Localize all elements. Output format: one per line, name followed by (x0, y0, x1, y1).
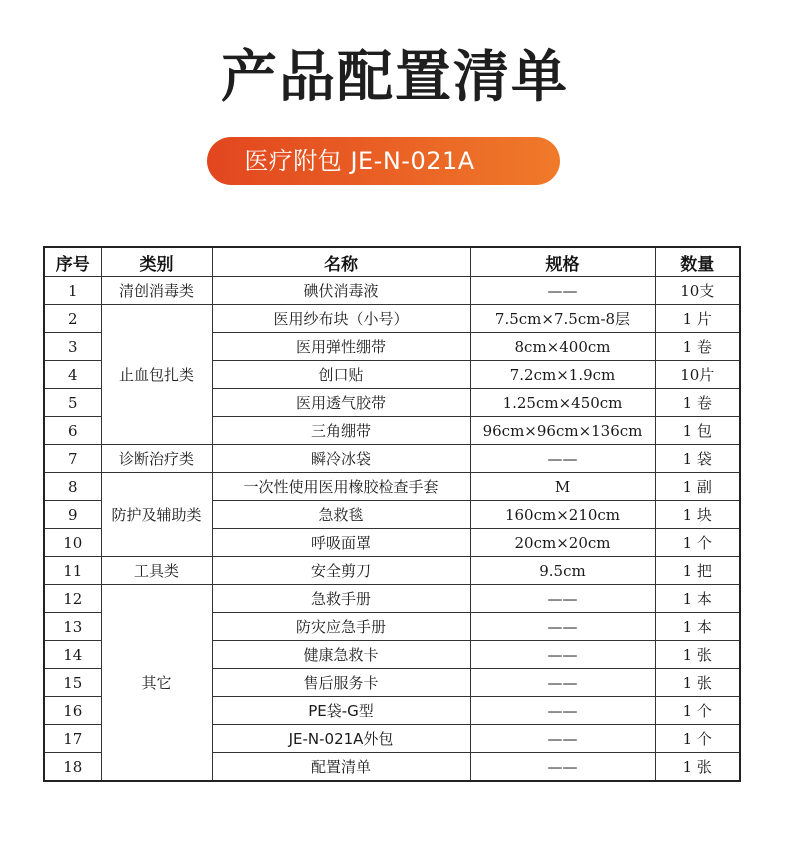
item-quantity: 1 张 (655, 641, 740, 669)
item-name: 健康急救卡 (212, 641, 470, 669)
row-number: 11 (44, 557, 101, 585)
item-spec: 20cm×20cm (470, 529, 655, 557)
item-name: 医用纱布块（小号） (212, 305, 470, 333)
item-quantity: 1 张 (655, 753, 740, 782)
item-name: 呼吸面罩 (212, 529, 470, 557)
item-quantity: 10片 (655, 361, 740, 389)
row-number: 5 (44, 389, 101, 417)
item-name: 创口贴 (212, 361, 470, 389)
table-row (44, 557, 740, 585)
item-spec: —— (470, 277, 655, 305)
item-quantity: 1 张 (655, 669, 740, 697)
item-quantity: 1 袋 (655, 445, 740, 473)
category-cell: 防护及辅助类 (101, 473, 212, 557)
item-quantity: 1 本 (655, 613, 740, 641)
item-name: 碘伏消毒液 (212, 277, 470, 305)
row-number: 14 (44, 641, 101, 669)
header-no: 序号 (44, 247, 101, 277)
table-row (44, 277, 740, 305)
row-number: 8 (44, 473, 101, 501)
table-row (44, 445, 740, 473)
table-header-row (44, 247, 740, 277)
item-spec: 8cm×400cm (470, 333, 655, 361)
item-quantity: 1 副 (655, 473, 740, 501)
item-quantity: 1 包 (655, 417, 740, 445)
item-name: JE-N-021A外包 (212, 725, 470, 753)
item-quantity: 1 片 (655, 305, 740, 333)
item-quantity: 1 个 (655, 725, 740, 753)
item-spec: —— (470, 613, 655, 641)
item-name: 医用弹性绷带 (212, 333, 470, 361)
row-number: 6 (44, 417, 101, 445)
row-number: 16 (44, 697, 101, 725)
item-spec: 96cm×96cm×136cm (470, 417, 655, 445)
item-name: 三角绷带 (212, 417, 470, 445)
category-cell: 诊断治疗类 (101, 445, 212, 473)
header-name: 名称 (212, 247, 470, 277)
item-name: 瞬冷冰袋 (212, 445, 470, 473)
category-cell: 其它 (101, 585, 212, 782)
product-banner (207, 137, 560, 185)
row-number: 9 (44, 501, 101, 529)
config-table (43, 246, 741, 782)
item-spec: —— (470, 585, 655, 613)
category-cell: 止血包扎类 (101, 305, 212, 445)
row-number: 1 (44, 277, 101, 305)
header-category: 类别 (101, 247, 212, 277)
item-spec: 9.5cm (470, 557, 655, 585)
row-number: 2 (44, 305, 101, 333)
item-spec: —— (470, 445, 655, 473)
table-body (44, 277, 740, 782)
item-name: 医用透气胶带 (212, 389, 470, 417)
category-cell: 清创消毒类 (101, 277, 212, 305)
item-quantity: 1 块 (655, 501, 740, 529)
header-quantity: 数量 (655, 247, 740, 277)
item-name: PE袋-G型 (212, 697, 470, 725)
item-spec: —— (470, 669, 655, 697)
row-number: 13 (44, 613, 101, 641)
item-name: 急救手册 (212, 585, 470, 613)
item-spec: 1.25cm×450cm (470, 389, 655, 417)
item-spec: M (470, 473, 655, 501)
row-number: 10 (44, 529, 101, 557)
table-row (44, 473, 740, 501)
item-spec: 7.2cm×1.9cm (470, 361, 655, 389)
item-name: 急救毯 (212, 501, 470, 529)
row-number: 3 (44, 333, 101, 361)
item-spec: —— (470, 641, 655, 669)
item-spec: —— (470, 753, 655, 782)
item-spec: 7.5cm×7.5cm-8层 (470, 305, 655, 333)
item-name: 防灾应急手册 (212, 613, 470, 641)
item-spec: —— (470, 725, 655, 753)
product-banner-label: 医疗附包 JE-N-021A (244, 147, 475, 175)
category-cell: 工具类 (101, 557, 212, 585)
item-name: 一次性使用医用橡胶检查手套 (212, 473, 470, 501)
item-quantity: 1 个 (655, 529, 740, 557)
row-number: 18 (44, 753, 101, 782)
table-row (44, 305, 740, 333)
item-quantity: 1 把 (655, 557, 740, 585)
item-quantity: 10支 (655, 277, 740, 305)
item-name: 安全剪刀 (212, 557, 470, 585)
table-row (44, 585, 740, 613)
item-quantity: 1 本 (655, 585, 740, 613)
item-name: 配置清单 (212, 753, 470, 782)
row-number: 17 (44, 725, 101, 753)
row-number: 4 (44, 361, 101, 389)
header-spec: 规格 (470, 247, 655, 277)
row-number: 7 (44, 445, 101, 473)
row-number: 12 (44, 585, 101, 613)
page-title: 产品配置清单 (221, 45, 569, 110)
row-number: 15 (44, 669, 101, 697)
item-quantity: 1 卷 (655, 333, 740, 361)
item-quantity: 1 卷 (655, 389, 740, 417)
item-quantity: 1 个 (655, 697, 740, 725)
item-spec: 160cm×210cm (470, 501, 655, 529)
item-spec: —— (470, 697, 655, 725)
item-name: 售后服务卡 (212, 669, 470, 697)
